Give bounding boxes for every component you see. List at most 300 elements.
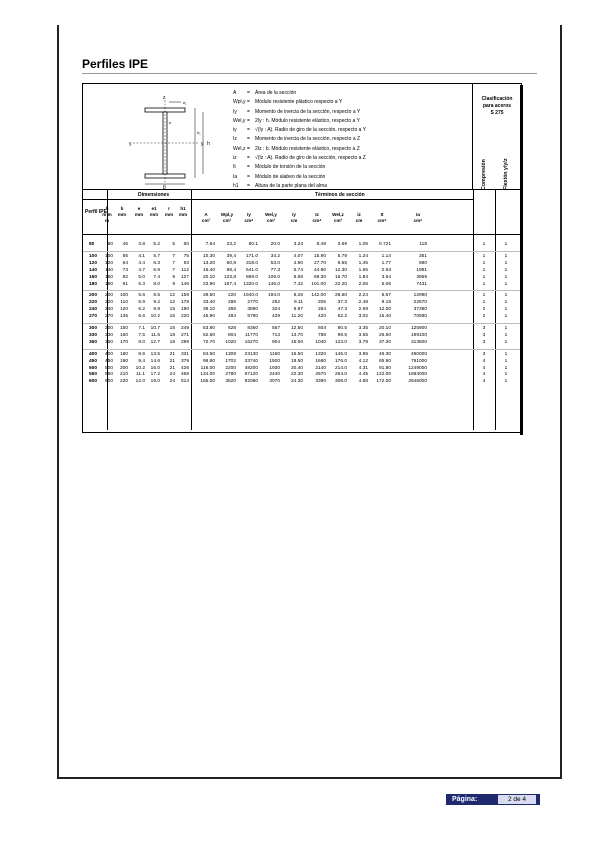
legend-symbol: h1 (233, 182, 239, 189)
table-cell: 88,4 (226, 267, 236, 273)
table-cell: 60 (183, 242, 189, 247)
table-cell: 5790 (247, 314, 258, 320)
section-unit: cm³ (266, 218, 276, 223)
table-cell: 8.6 (138, 351, 145, 357)
table-cell: 13.70 (290, 332, 303, 338)
table-cell: 5.06 (381, 281, 391, 287)
table-cell: 33740 (244, 358, 258, 364)
dimension-unit: mm (178, 212, 188, 217)
table-cell: 400 (104, 351, 113, 357)
table-cell: 26.50 (378, 332, 391, 338)
table-cell: 10.7 (150, 326, 160, 331)
table-cell: 16.0 (150, 365, 160, 371)
table-cell: 15 (169, 326, 175, 331)
perfil-header: Perfil IPE (85, 209, 107, 215)
table-cell: 5.9 (138, 300, 145, 306)
table-cell: 9.15 (381, 300, 391, 306)
dimensions-header: Dimensiones (138, 192, 170, 198)
table-cell: 4.7 (138, 267, 145, 273)
table-cell: 64 (122, 260, 128, 266)
table-cell: 3.8 (138, 242, 145, 247)
table-cell: 172.00 (376, 379, 391, 385)
legend-row (233, 135, 366, 144)
table-cell: 1940.0 (243, 293, 258, 299)
legend-description: Módulo de alabeo de la sección (255, 173, 326, 180)
legend-equals: = (247, 155, 250, 162)
table-cell: 1.84 (358, 274, 368, 280)
legend-row (233, 163, 366, 172)
table-cell: 550 (104, 372, 113, 378)
table-cell: 7.1 (138, 326, 145, 331)
table-cell: 490000 (410, 351, 427, 357)
profile-name: 240 (89, 307, 98, 313)
table-cell: 6.3 (153, 260, 160, 266)
classification-panel (473, 84, 521, 190)
table-cell: 122.00 (376, 372, 391, 378)
table-cell: 4.90 (293, 260, 303, 266)
table-cell: 194.0 (267, 293, 280, 299)
table-cell: 98.5 (337, 332, 347, 338)
table-cell: 84.50 (202, 351, 215, 357)
table-cell: 15 (169, 307, 175, 313)
table-cell: 514 (180, 379, 189, 385)
table-cell: 2.63 (381, 267, 391, 273)
legend-equals: = (247, 108, 250, 115)
col-sep-class (473, 190, 474, 430)
profile-name: 600 (89, 379, 98, 385)
table-cell: 2140 (315, 365, 326, 371)
profile-name: 100 (89, 253, 98, 259)
table-cell: 190 (119, 358, 128, 364)
table-cell: 1 (504, 274, 508, 280)
table-cell: 27.70 (313, 260, 326, 266)
header-rule-2 (83, 234, 520, 235)
table-cell: 15.40 (378, 314, 391, 320)
table-cell: 65.90 (378, 358, 391, 364)
table-cell: 1 (504, 307, 508, 313)
table-cell: 9.8 (153, 307, 160, 313)
legend-description: Momento de inercia de la sección, respecto a Y (255, 108, 361, 115)
table-cell: 9.11 (294, 300, 303, 306)
table-cell: 240 (104, 307, 113, 313)
table-cell: 1 (504, 281, 508, 287)
legend-symbol: Iy (233, 108, 237, 115)
table-cell: 75 (183, 253, 189, 259)
table-cell: 180 (104, 281, 113, 287)
dimension-unit: mm (134, 212, 144, 217)
table-cell: 24.30 (290, 379, 303, 385)
legend-description: √(Iy : A). Radio de giro de la sección, respecto a Y (255, 127, 367, 134)
table-cell: 127 (180, 274, 189, 280)
table-cell: 46 (122, 242, 128, 247)
table-cell: 7.4 (153, 274, 160, 280)
table-cell: 67120 (244, 372, 258, 378)
table-cell: 1.77 (381, 260, 391, 266)
profile-name: 220 (89, 300, 98, 306)
table-cell: 146 (180, 281, 189, 287)
table-cell: 2.69 (358, 307, 368, 313)
legend-description: Área de la sección (255, 90, 297, 96)
table-cell: 37.3 (337, 300, 347, 306)
table-cell: 3 (482, 351, 486, 357)
table-cell: 160 (104, 274, 113, 280)
legend-row (233, 173, 366, 182)
section-unit: cm⁶ (413, 218, 423, 223)
table-cell: 450 (104, 358, 113, 364)
table-cell: 3.79 (358, 339, 368, 345)
dimension-symbol: h (105, 206, 109, 211)
section-symbol: iz (357, 212, 361, 217)
table-cell: 791000 (410, 358, 427, 364)
table-cell: 33.40 (202, 300, 215, 306)
legend-row (233, 126, 366, 135)
table-cell: 23,2 (226, 242, 236, 247)
table-cell: 11.1 (136, 372, 145, 378)
table-cell: 1.65 (358, 267, 368, 273)
table-cell: 331 (180, 351, 189, 357)
table-cell: 12.7 (150, 339, 160, 345)
table-cell: 205 (317, 300, 326, 306)
table-cell: 1160 (269, 351, 280, 357)
legend-description: 2Iy : h. Módulo resistente elástico, respecto a Y (255, 117, 360, 124)
table-cell: 92080 (244, 379, 258, 385)
table-cell: 7 (172, 253, 175, 259)
table-cell: 140 (104, 267, 113, 273)
table-cell: 8.0 (138, 339, 145, 345)
page-label: Página: (452, 796, 478, 803)
table-cell: 2846000 (408, 379, 427, 385)
table-cell: 284 (317, 307, 326, 313)
legend-symbol: Iz (233, 136, 237, 143)
svg-text:h: h (207, 141, 210, 147)
table-cell: 299 (180, 339, 189, 345)
legend-equals: = (247, 145, 250, 152)
table-cell: 23.90 (202, 281, 215, 287)
table-cell: 500 (104, 365, 113, 371)
table-cell: 12.30 (334, 267, 347, 273)
legend-equals: = (247, 99, 250, 106)
dimension-unit: mm (117, 212, 127, 217)
svg-text:b: b (163, 185, 166, 189)
table-cell: 19.0 (150, 379, 160, 385)
table-cell: 420 (317, 314, 326, 320)
legend-equals: = (247, 127, 250, 134)
section-col-header (373, 212, 391, 224)
classification-line: para aceros (482, 103, 512, 109)
table-cell: 22670 (413, 300, 427, 306)
section-col-header (350, 212, 368, 224)
section-unit: cm⁴ (244, 218, 254, 223)
profile-name: 550 (89, 372, 98, 378)
table-cell: 159 (180, 293, 189, 299)
table-cell: 429 (271, 314, 280, 320)
table-cell: 426 (180, 365, 189, 371)
table-cell: 5.7 (153, 253, 160, 259)
table-cell: 15.00 (290, 339, 303, 345)
table-cell: 1 (504, 351, 508, 357)
table-cell: 8.5 (153, 293, 160, 299)
table-cell: 254.0 (334, 372, 347, 378)
table-cell: 68.30 (313, 274, 326, 280)
table-cell: 788 (317, 332, 326, 338)
table-cell: 366 (227, 307, 236, 313)
table-cell: 20.40 (290, 365, 303, 371)
table-cell: 16.70 (334, 274, 347, 280)
table-cell: 190 (180, 307, 189, 313)
table-cell: 20.0 (270, 242, 280, 247)
table-cell: 91 (122, 281, 128, 287)
table-cell: 12 (169, 300, 175, 306)
table-cell: 3.35 (358, 326, 368, 331)
table-cell: 9.97 (293, 307, 303, 313)
profile-name: 330 (89, 332, 98, 338)
table-cell: 45.90 (202, 314, 215, 320)
table-cell: 4 (482, 372, 486, 378)
table-cell: 252 (271, 300, 280, 306)
table-cell: 60,8 (226, 260, 236, 266)
table-cell: 324 (271, 307, 280, 313)
table-cell: 142.00 (311, 293, 326, 299)
dimension-col-header (116, 206, 128, 218)
table-cell: 116.00 (200, 365, 215, 371)
table-cell: 2440 (269, 372, 280, 378)
section-symbol: It (380, 212, 384, 217)
legend-equals: = (247, 182, 250, 189)
table-cell: 1 (504, 326, 508, 331)
table-cell: 16.40 (202, 267, 215, 273)
table-cell: 904 (271, 339, 280, 345)
table-cell: 308.0 (334, 379, 347, 385)
table-cell: 112 (181, 267, 189, 273)
table-cell: 3520 (225, 379, 236, 385)
table-cell: 3 (482, 326, 486, 331)
section-col-header (329, 212, 347, 224)
profile-name: 400 (89, 351, 98, 357)
table-cell: 1 (504, 242, 508, 247)
table-cell: 3.55 (358, 332, 368, 338)
table-cell: 180 (119, 351, 128, 357)
table-cell: 1320 (315, 351, 326, 357)
table-cell: 10.2 (135, 365, 145, 371)
table-cell: 1 (482, 242, 486, 247)
table-cell: 28.50 (334, 293, 347, 299)
table-cell: 1 (504, 260, 508, 266)
dimension-unit: mm (164, 212, 174, 217)
profile-name: 140 (89, 267, 98, 273)
legend-row (233, 108, 366, 117)
legend-row (233, 145, 366, 154)
table-cell: 220 (180, 314, 189, 320)
table-cell: 4.1 (138, 253, 145, 259)
legend-symbol: Wel,z (233, 145, 246, 152)
table-cell: 44.90 (313, 267, 326, 273)
profile-name: 180 (89, 281, 98, 287)
dimension-col-header (133, 206, 145, 218)
table-cell: 10.2 (150, 314, 160, 320)
table-cell: 155.00 (200, 379, 215, 385)
table-cell: 9.2 (153, 300, 160, 306)
table-cell: 5.2 (153, 242, 160, 247)
section-symbol: Wel,z (332, 212, 344, 217)
table-cell: 4.07 (293, 253, 303, 259)
profile-name: 500 (89, 365, 98, 371)
table-cell: 9.4 (138, 358, 145, 364)
table-cell: 270 (104, 314, 113, 320)
table-cell: 1680 (315, 358, 326, 364)
table-cell: 1 (504, 332, 508, 338)
table-cell: 37.30 (378, 339, 391, 345)
dimension-col-header (177, 206, 189, 218)
section-col-header (240, 212, 258, 224)
legend-panel (83, 84, 473, 190)
table-cell: 1884000 (408, 372, 427, 378)
table-cell: 210 (119, 372, 128, 378)
section-symbol: A (204, 212, 208, 217)
table-cell: 12.00 (378, 307, 391, 313)
table-cell: 351 (418, 253, 427, 259)
table-cell: 2200 (225, 365, 236, 371)
table-cell: 3.95 (358, 351, 368, 357)
table-cell: 1 (482, 293, 486, 299)
page-indicator (446, 794, 540, 805)
table-cell: 110 (120, 300, 128, 306)
table-cell: 21 (169, 365, 175, 371)
table-cell: 39,4 (226, 253, 236, 259)
table-cell: 300 (104, 326, 113, 331)
table-cell: 8.26 (293, 293, 303, 299)
table-cell: 6.58 (293, 274, 303, 280)
table-cell: 100 (104, 253, 113, 259)
table-cell: 3 (482, 332, 486, 338)
table-cell: 1 (482, 260, 486, 266)
table-cell: 12.0 (135, 379, 145, 385)
table-cell: 18 (169, 339, 175, 345)
section-symbol: Iz (315, 212, 319, 217)
table-cell: 7.42 (293, 281, 303, 287)
dimension-unit: mm (149, 212, 159, 217)
table-cell: 1 (504, 253, 508, 259)
table-cell: 82 (122, 274, 128, 280)
table-cell: 1249000 (408, 365, 427, 371)
table-cell: 4.45 (358, 372, 368, 378)
legend-equals: = (247, 164, 250, 171)
svg-text:e₁: e₁ (183, 100, 187, 105)
table-cell: 1 (504, 267, 508, 273)
profile-name: 360 (89, 339, 98, 345)
table-cell: 5 (172, 242, 175, 247)
table-cell: 6.6 (138, 314, 145, 320)
legend-symbol: iz (233, 155, 237, 162)
table-cell: 125900 (410, 326, 427, 331)
table-cell: 46.30 (378, 351, 391, 357)
dimension-symbol: r (168, 206, 170, 211)
legend-row (233, 117, 366, 126)
table-cell: 48200 (244, 365, 258, 371)
table-cell: 220 (227, 293, 236, 299)
legend-row (233, 98, 366, 107)
table-cell: 286 (227, 300, 236, 306)
table-cell: 21 (169, 351, 175, 357)
table-cell: 1.45 (358, 260, 368, 266)
table-cell: 80 (107, 242, 113, 247)
table-cell: 62.2 (337, 314, 347, 320)
table-cell: 214.0 (334, 365, 347, 371)
table-cell: 220 (104, 300, 113, 306)
table-cell: 23130 (244, 351, 258, 357)
table-cell: 360 (104, 339, 113, 345)
svg-text:y: y (129, 141, 132, 147)
table-cell: 15.90 (313, 253, 326, 259)
page-title: Perfiles IPE (82, 57, 149, 71)
dimension-symbol: e1 (151, 206, 157, 211)
table-cell: 9 (172, 274, 175, 280)
table-cell: 160 (119, 332, 128, 338)
section-unit: cm³ (333, 218, 343, 223)
legend-description: Módulo de torsión de la sección (255, 164, 326, 171)
table-cell: 176.0 (334, 358, 347, 364)
table-cell: 7 (172, 267, 175, 273)
table-cell: 5.6 (138, 293, 145, 299)
table-cell: 77.3 (270, 267, 280, 273)
table-cell: 8360 (247, 326, 258, 331)
table-cell: 5.0 (138, 274, 145, 280)
section-col-header (197, 212, 215, 224)
table-cell: 1 (504, 293, 508, 299)
table-cell: 10.30 (202, 253, 215, 259)
table-cell: 34.2 (270, 253, 280, 259)
section-col-header (285, 212, 303, 224)
table-cell: 468 (180, 372, 189, 378)
table-cell: 11770 (245, 332, 258, 338)
table-cell: 1930 (269, 365, 280, 371)
table-cell: 22.30 (290, 372, 303, 378)
table-cell: 170 (119, 339, 128, 345)
bending-header: Flexión y/y/z (503, 158, 509, 190)
table-cell: 11.20 (291, 314, 303, 320)
table-cell: 1 (504, 358, 508, 364)
table-cell: 11.5 (151, 332, 160, 338)
table-cell: 4 (482, 365, 486, 371)
table-cell: 72.70 (202, 339, 215, 345)
table-cell: 21 (169, 358, 175, 364)
table-cell: 62.60 (202, 332, 215, 338)
table-cell: 1020 (225, 339, 236, 345)
dimension-symbol: b (120, 206, 124, 211)
section-col-header (409, 212, 427, 224)
table-cell: 37390 (413, 307, 427, 313)
table-cell: 8.0 (153, 281, 160, 287)
table-cell: 53.80 (202, 326, 215, 331)
section-unit: cm² (201, 218, 211, 223)
table-cell: 134.00 (200, 372, 215, 378)
legend-list (233, 89, 366, 191)
legend-equals: = (247, 117, 250, 124)
section-unit: cm (355, 218, 363, 223)
table-cell: 171.0 (245, 253, 258, 259)
dimension-col-header (148, 206, 160, 218)
table-cell: 135 (119, 314, 128, 320)
table-cell: 869.0 (245, 274, 258, 280)
table-cell: 557 (271, 326, 280, 331)
table-cell: 7.64 (205, 242, 215, 247)
section-unit: cm (290, 218, 298, 223)
legend-description: Altura de la parte plana del alma (255, 182, 327, 189)
table-cell: 24 (169, 372, 175, 378)
section-symbol: Ia (416, 212, 420, 217)
profile-name: 450 (89, 358, 98, 364)
table-cell: 98.80 (202, 358, 215, 364)
legend-row (233, 89, 366, 98)
